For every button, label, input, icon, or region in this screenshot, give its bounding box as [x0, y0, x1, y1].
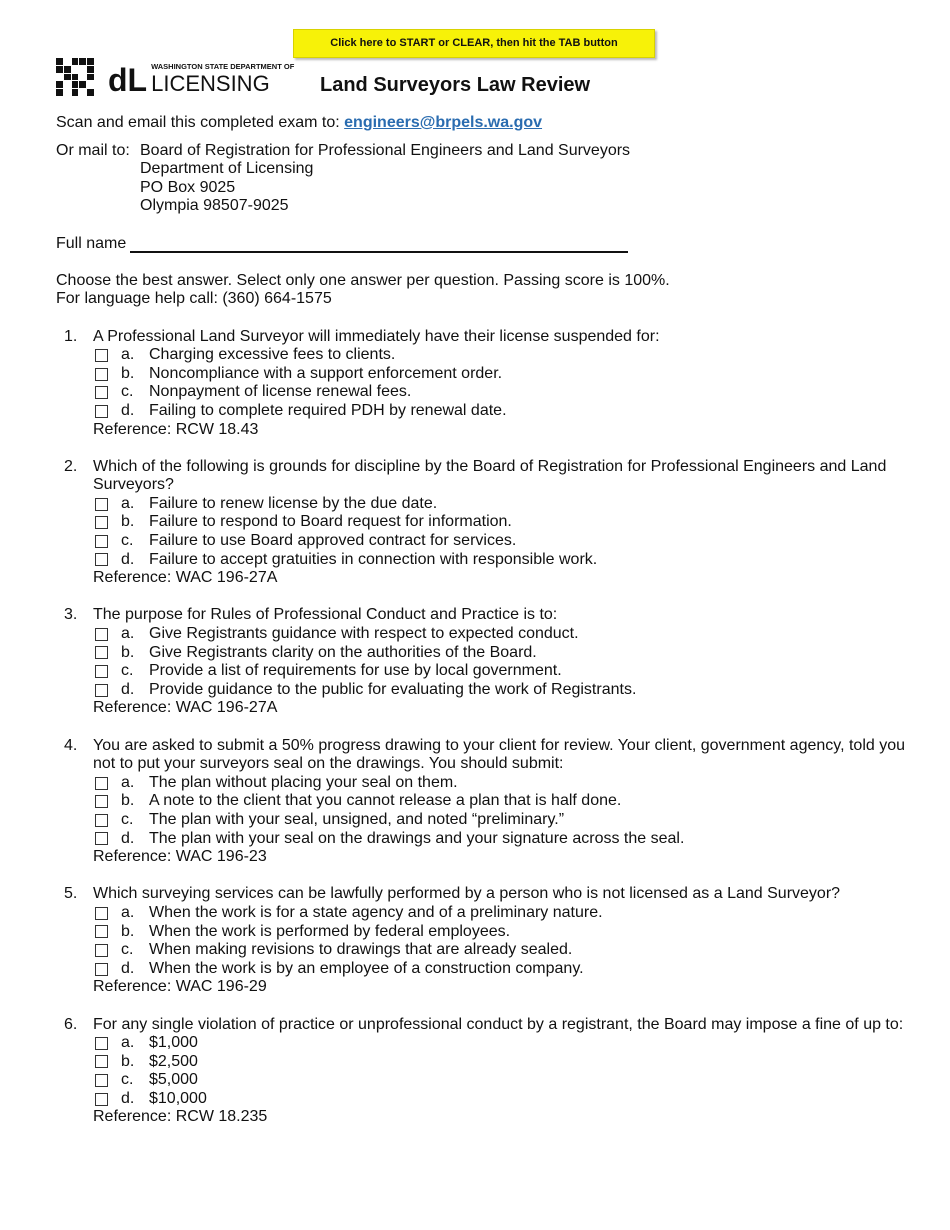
option-letter: c. [121, 810, 134, 828]
answer-checkbox[interactable] [95, 498, 108, 511]
option-text: Noncompliance with a support enforcement order. [149, 364, 503, 382]
option-letter: c. [121, 662, 134, 680]
answer-option[interactable] [93, 383, 916, 402]
answer-option[interactable] [93, 662, 916, 681]
question-text: The purpose for Rules of Professional Conduct and Practice is to: [93, 606, 558, 624]
option-text: Failure to renew license by the due date. [149, 494, 438, 512]
answer-checkbox[interactable] [95, 386, 108, 399]
option-letter: d. [121, 959, 135, 977]
question [56, 458, 916, 588]
answer-checkbox[interactable] [95, 684, 108, 697]
page-title: Land Surveyors Law Review [320, 74, 591, 96]
question-text: Which surveying services can be lawfully performed by a person who is not licensed as a Land Surveyor? [93, 885, 841, 903]
option-text: The plan without placing your seal on them. [149, 773, 458, 791]
answer-checkbox[interactable] [95, 777, 108, 790]
answer-option[interactable] [93, 681, 916, 700]
option-letter: d. [121, 829, 135, 847]
option-letter: d. [121, 1089, 135, 1107]
question-number: 6. [64, 1015, 78, 1033]
answer-checkbox[interactable] [95, 535, 108, 548]
option-text: When the work is by an employee of a construction company. [149, 959, 584, 977]
logo-subtitle: WASHINGTON STATE DEPARTMENT OF [151, 62, 295, 71]
question-number: 1. [64, 327, 78, 345]
option-letter: b. [121, 792, 135, 810]
dol-logo [56, 58, 306, 96]
option-text: The plan with your seal on the drawings and your signature across the seal. [149, 829, 685, 847]
option-letter: d. [121, 550, 135, 568]
answer-option[interactable] [93, 904, 916, 923]
answer-checkbox[interactable] [95, 795, 108, 808]
answer-option[interactable] [93, 1053, 916, 1072]
reference: Reference: RCW 18.43 [93, 420, 259, 438]
full-name-field[interactable] [130, 239, 628, 253]
question-text: For any single violation of practice or unprofessional conduct by a registrant, the Board may impose a fine of up to: [93, 1015, 904, 1033]
option-letter: d. [121, 401, 135, 419]
answer-checkbox[interactable] [95, 963, 108, 976]
option-text: $10,000 [149, 1089, 207, 1107]
question [56, 885, 916, 997]
answer-option[interactable] [93, 1090, 916, 1109]
answer-checkbox[interactable] [95, 349, 108, 362]
mail-address [56, 142, 916, 216]
option-text: The plan with your seal, unsigned, and noted “preliminary.” [149, 810, 565, 828]
answer-checkbox[interactable] [95, 814, 108, 827]
qr-code-icon [56, 58, 94, 96]
question-text: You are asked to submit a 50% progress drawing to your client for review. Your client, government agency, told you not to put your surveyors seal on the drawings. You should submit: [93, 736, 906, 773]
option-text: Failure to use Board approved contract for services. [149, 532, 517, 550]
answer-checkbox[interactable] [95, 944, 108, 957]
question-number: 2. [64, 457, 78, 475]
answer-option[interactable] [93, 941, 916, 960]
option-text: Failure to respond to Board request for information. [149, 513, 512, 531]
address-line: Board of Registration for Professional Engineers and Land Surveyors [140, 141, 631, 159]
dol-mark: dL [108, 62, 148, 96]
option-text: Provide a list of requirements for use by local government. [149, 662, 562, 680]
logo-title: LICENSING [151, 71, 270, 96]
question-list [56, 328, 916, 1128]
option-letter: a. [121, 903, 135, 921]
answer-option[interactable] [93, 365, 916, 384]
answer-option[interactable] [93, 792, 916, 811]
reference: Reference: WAC 196-27A [93, 569, 278, 587]
answer-checkbox[interactable] [95, 1093, 108, 1106]
full-name-label: Full name [56, 234, 127, 252]
option-text: $1,000 [149, 1034, 198, 1052]
option-text: Provide guidance to the public for evaluating the work of Registrants. [149, 680, 637, 698]
address-line: Olympia 98507-9025 [140, 197, 289, 215]
instructions: Choose the best answer. Select only one answer per question. Passing score is 100%. [56, 271, 670, 289]
option-letter: b. [121, 643, 135, 661]
answer-option[interactable] [93, 1034, 916, 1053]
answer-checkbox[interactable] [95, 368, 108, 381]
language-help: For language help call: (360) 664-1575 [56, 290, 332, 308]
option-letter: a. [121, 625, 135, 643]
option-text: Nonpayment of license renewal fees. [149, 383, 412, 401]
option-letter: a. [121, 773, 135, 791]
option-text: Give Registrants guidance with respect to expected conduct. [149, 625, 579, 643]
answer-option[interactable] [93, 811, 916, 830]
answer-option[interactable] [93, 513, 916, 532]
answer-option[interactable] [93, 402, 916, 421]
option-text: When making revisions to drawings that are already sealed. [149, 941, 573, 959]
option-text: Failing to complete required PDH by renewal date. [149, 401, 507, 419]
option-text: When the work is performed by federal employees. [149, 922, 511, 940]
option-text: When the work is for a state agency and of a preliminary nature. [149, 903, 603, 921]
answer-checkbox[interactable] [95, 925, 108, 938]
scan-line [56, 114, 916, 133]
reference: Reference: WAC 196-23 [93, 848, 267, 866]
question-number: 3. [64, 606, 78, 624]
option-letter: b. [121, 364, 135, 382]
scan-label: Scan and email this completed exam to: [56, 114, 340, 131]
reference: Reference: WAC 196-29 [93, 978, 267, 996]
question [56, 606, 916, 718]
answer-checkbox[interactable] [95, 832, 108, 845]
answer-checkbox[interactable] [95, 516, 108, 529]
option-letter: b. [121, 922, 135, 940]
answer-option[interactable] [93, 625, 916, 644]
question-text: A Professional Land Surveyor will immediately have their license suspended for: [93, 327, 660, 345]
answer-option[interactable] [93, 774, 916, 793]
option-text: Failure to accept gratuities in connection with responsible work. [149, 550, 598, 568]
option-text: $2,500 [149, 1052, 198, 1070]
reference: Reference: RCW 18.235 [93, 1108, 268, 1126]
answer-option[interactable] [93, 346, 916, 365]
answer-checkbox[interactable] [95, 665, 108, 678]
answer-option[interactable] [93, 644, 916, 663]
option-letter: a. [121, 346, 135, 364]
question-text: Which of the following is grounds for discipline by the Board of Registration for Professional Engineers and Land Surveyors? [93, 457, 887, 494]
option-letter: b. [121, 513, 135, 531]
question [56, 1016, 916, 1128]
answer-checkbox[interactable] [95, 553, 108, 566]
mail-label: Or mail to: [56, 141, 130, 159]
answer-checkbox[interactable] [95, 1055, 108, 1068]
reference: Reference: WAC 196-27A [93, 699, 278, 717]
option-letter: d. [121, 680, 135, 698]
address-line: PO Box 9025 [140, 178, 236, 196]
address-line: Department of Licensing [140, 160, 314, 178]
start-clear-button[interactable]: Click here to START or CLEAR, then hit the TAB button [293, 29, 655, 58]
answer-option[interactable] [93, 1071, 916, 1090]
question-number: 5. [64, 885, 78, 903]
option-letter: a. [121, 494, 135, 512]
answer-checkbox[interactable] [95, 628, 108, 641]
answer-checkbox[interactable] [95, 907, 108, 920]
option-letter: c. [121, 1071, 134, 1089]
question [56, 737, 916, 867]
option-letter: c. [121, 532, 134, 550]
answer-checkbox[interactable] [95, 1074, 108, 1087]
answer-checkbox[interactable] [95, 646, 108, 659]
answer-option[interactable] [93, 532, 916, 551]
option-letter: c. [121, 941, 134, 959]
email-link[interactable]: engineers@brpels.wa.gov [344, 114, 543, 131]
answer-option[interactable] [93, 495, 916, 514]
question [56, 328, 916, 440]
option-text: Charging excessive fees to clients. [149, 346, 396, 364]
option-letter: c. [121, 383, 134, 401]
option-text: Give Registrants clarity on the authorities of the Board. [149, 643, 537, 661]
answer-checkbox[interactable] [95, 1037, 108, 1050]
answer-option[interactable] [93, 551, 916, 570]
answer-checkbox[interactable] [95, 405, 108, 418]
option-letter: b. [121, 1052, 135, 1070]
answer-option[interactable] [93, 923, 916, 942]
question-number: 4. [64, 736, 78, 754]
option-text: A note to the client that you cannot release a plan that is half done. [149, 792, 622, 810]
answer-option[interactable] [93, 960, 916, 979]
option-letter: a. [121, 1034, 135, 1052]
answer-option[interactable] [93, 830, 916, 849]
option-text: $5,000 [149, 1071, 198, 1089]
